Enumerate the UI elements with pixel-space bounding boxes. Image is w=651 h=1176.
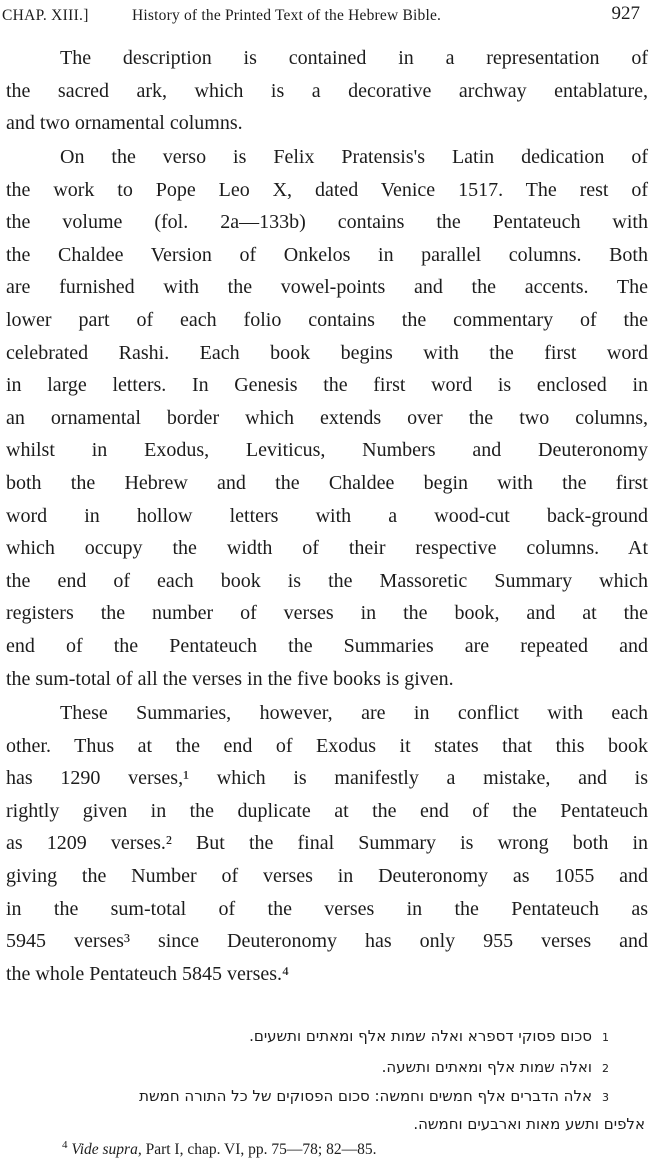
footnote-text: ואלה שמות אלף ומאתים ותשעה. — [381, 1058, 592, 1076]
text-line: the sacred ark, which is a decorative archway entablature, — [6, 79, 648, 102]
text-line: registers the number of verses in the book, and at the — [6, 602, 648, 625]
footnote-text: סכום פסוקי דספרא ואלה שמות אלף ומאתים ותשעים. — [249, 1027, 592, 1045]
footnote-text: Part I, chap. VI, pp. 75—78; 82—85. — [141, 1141, 377, 1159]
text-line: the work to Pope Leo X, dated Venice 1517. The rest of — [6, 178, 648, 201]
text-line: the sum-total of all the verses in the five books is given. — [6, 667, 454, 690]
running-header — [0, 3, 646, 29]
paragraph-3 — [6, 697, 648, 990]
footnote-text: אלפים ותשע מאות וארבעים וחמשה. — [413, 1115, 645, 1133]
text-line: lower part of each folio contains the commentary of the — [6, 308, 648, 331]
text-line: in the sum-total of the verses in the Pentateuch as — [6, 897, 648, 920]
text-line: These Summaries, however, are in conflict with each — [60, 702, 648, 724]
text-line: word in hollow letters with a wood-cut back-ground — [6, 504, 648, 527]
text-line: are furnished with the vowel-points and the accents. The — [6, 276, 648, 299]
text-line: the whole Pentateuch 5845 verses.⁴ — [6, 962, 290, 985]
footnote-4 — [62, 1139, 376, 1159]
text-line: the volume (fol. 2a—133b) contains the Pentateuch with — [6, 211, 648, 234]
text-line: the end of each book is the Massoretic Summary which — [6, 569, 648, 592]
text-line: celebrated Rashi. Each book begins with the first word — [6, 341, 648, 364]
footnote-1 — [249, 1027, 609, 1045]
footnote-3 — [139, 1087, 609, 1105]
text-line: which occupy the width of their respective columns. At — [6, 537, 648, 560]
footnote-mark: 1 — [602, 1031, 609, 1044]
paragraph-2 — [6, 141, 648, 695]
text-line: 5945 verses³ since Deuteronomy has only 955 verses and — [6, 930, 648, 953]
text-line: as 1209 verses.² But the final Summary is wrong both in — [6, 832, 648, 855]
text-line: end of the Pentateuch the Summaries are repeated and — [6, 634, 648, 657]
text-line: rightly given in the duplicate at the end of the Pentateuch — [6, 799, 648, 822]
footnote-3-continued — [413, 1115, 645, 1133]
footnote-2 — [382, 1058, 609, 1076]
text-line: The description is contained in a representation of — [60, 47, 648, 69]
paragraph-1 — [6, 42, 648, 140]
chapter-label: CHAP. XIII.] — [2, 7, 89, 24]
footnote-mark: 2 — [602, 1062, 609, 1075]
running-title: History of the Printed Text of the Hebrew Bible. — [132, 7, 442, 24]
text-line: other. Thus at the end of Exodus it states that this book — [6, 734, 648, 757]
footnote-italic: Vide supra, — [71, 1141, 142, 1159]
text-line: giving the Number of verses in Deuteronomy as 1055 and — [6, 864, 648, 887]
text-line: an ornamental border which extends over the two columns, — [6, 406, 648, 429]
text-line: On the verso is Felix Pratensis's Latin dedication of — [60, 146, 648, 168]
text-line: whilst in Exodus, Leviticus, Numbers and Deuteronomy — [6, 439, 648, 462]
text-line: the Chaldee Version of Onkelos in parallel columns. Both — [6, 243, 648, 266]
text-line: in large letters. In Genesis the first word is enclosed in — [6, 374, 648, 397]
footnote-text: אלה הדברים אלף חמשים וחמשה: סכום הפסוקים של כל התורה חמשת — [139, 1087, 592, 1105]
text-line: has 1290 verses,¹ which is manifestly a mistake, and is — [6, 767, 648, 790]
text-line: both the Hebrew and the Chaldee begin with the first — [6, 471, 648, 494]
footnote-mark: 4 — [62, 1139, 68, 1151]
text-line: and two ornamental columns. — [6, 112, 243, 135]
page-number: 927 — [611, 3, 640, 24]
footnote-mark: 3 — [602, 1091, 609, 1104]
